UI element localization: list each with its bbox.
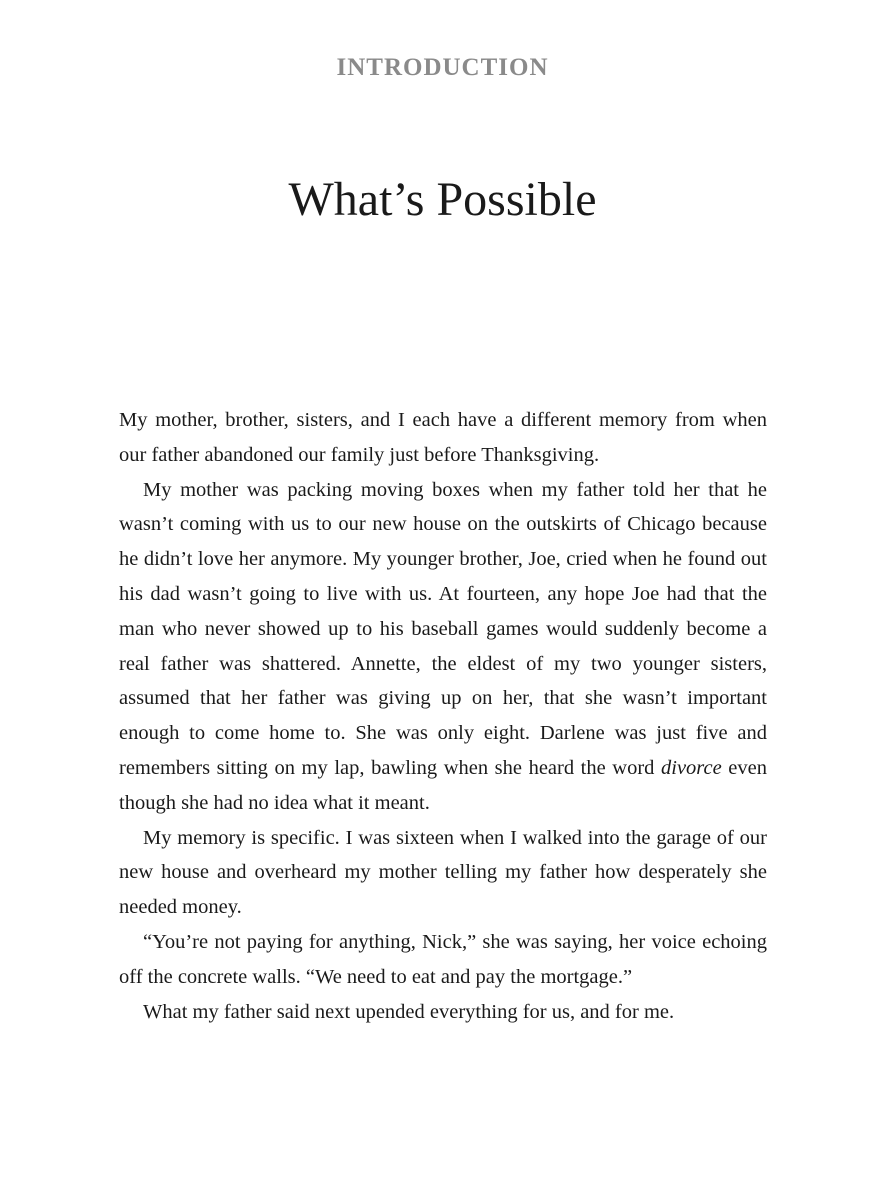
- paragraph-2-start: My mother was packing moving boxes when my father told her that he wasn’t coming with us to our new house on the outskirts of Chicago because he didn’t love her anymore. My younger brother, Joe, cried when he found out his dad wasn’t going to live with us. At fourteen, any hope Joe had that the man who never showed up to his baseball games would suddenly become a real father was shattered. Annette, the eldest of my two younger sisters, assumed that her father was giving up on her, that she wasn’t important enough to come home to. She was only eight. Darlene was just five and remembers sitting on my lap, bawling when she heard the word: [119, 478, 767, 779]
- body-text: [119, 403, 767, 1029]
- paragraph-4: “You’re not paying for anything, Nick,” she was saying, her voice echoing off the concrete walls. “We need to eat and pay the mortgage.”: [119, 930, 767, 988]
- paragraph-3: My memory is specific. I was sixteen when I walked into the garage of our new house and overheard my mother telling my father how desperately she needed money.: [119, 826, 767, 919]
- paragraph-5: What my father said next upended everything for us, and for me.: [143, 1000, 675, 1023]
- paragraph-2-end: even though she had no idea what it meant.: [119, 756, 767, 814]
- paragraph-2-italic: divorce: [661, 756, 722, 779]
- section-label: INTRODUCTION: [336, 54, 549, 81]
- chapter-title: What’s Possible: [288, 173, 597, 226]
- paragraph-1: My mother, brother, sisters, and I each have a different memory from when our father abandoned our family just before Thanksgiving.: [119, 409, 767, 466]
- paragraph-2: [119, 473, 767, 821]
